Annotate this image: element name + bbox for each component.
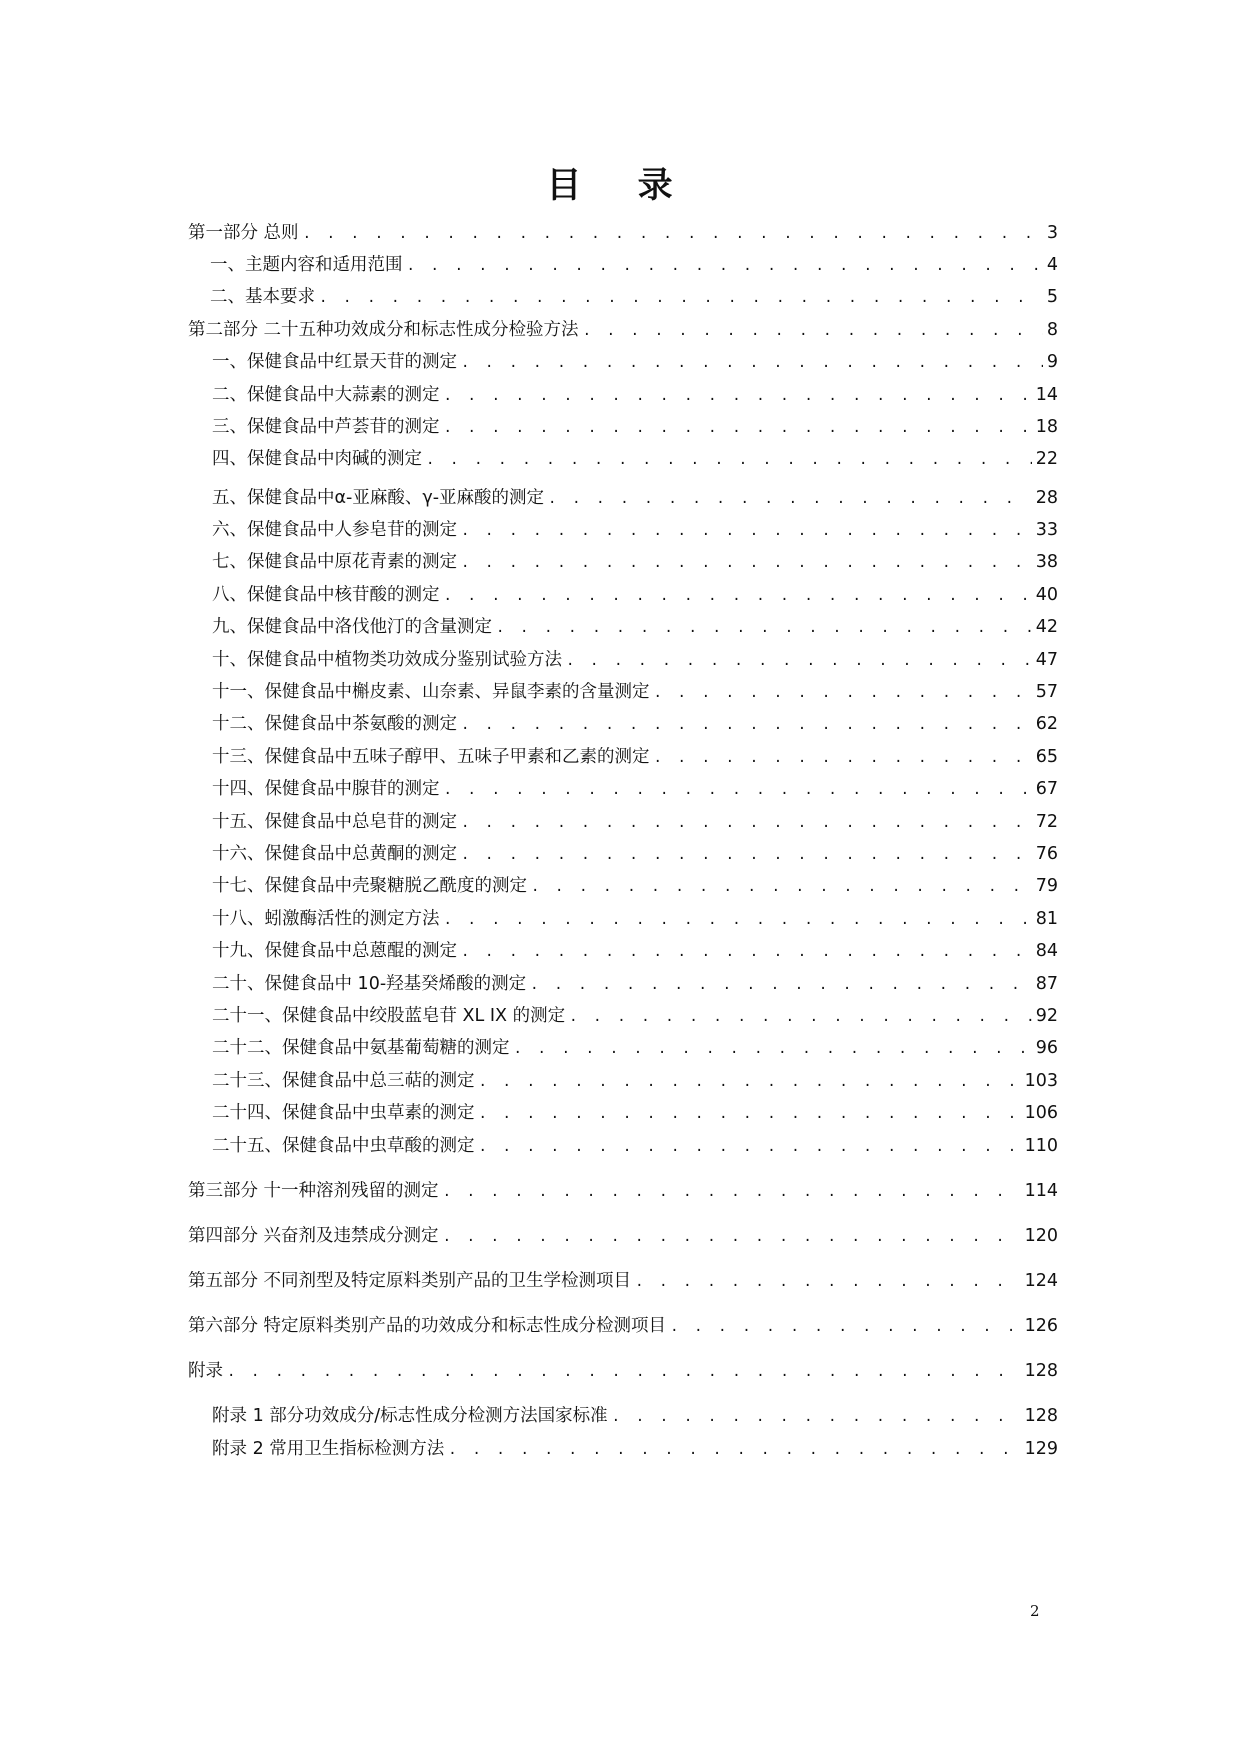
toc-entry-label: 六、保健食品中人参皂苷的测定	[212, 520, 457, 540]
toc-leader	[426, 449, 1032, 471]
toc-entry[interactable]	[212, 681, 1058, 704]
toc-leader	[635, 1271, 1021, 1293]
toc-entry-page: 47	[1035, 650, 1058, 670]
toc-entry[interactable]	[212, 584, 1058, 607]
toc-entry-page: 79	[1035, 876, 1058, 896]
toc-leader	[461, 714, 1032, 736]
toc-entry-label: 附录	[188, 1361, 223, 1381]
toc-leader	[443, 1181, 1021, 1203]
toc-entry-page: 28	[1035, 488, 1058, 508]
toc-entry-page: 114	[1024, 1181, 1058, 1201]
toc-entry-label: 十九、保健食品中总蒽醌的测定	[212, 941, 457, 961]
toc-entry-label: 十八、蚓激酶活性的测定方法	[212, 909, 440, 929]
toc-entry[interactable]	[212, 1135, 1058, 1158]
toc-entry-page: 126	[1024, 1316, 1058, 1336]
toc-entry[interactable]	[212, 351, 1058, 374]
toc-entry-page: 84	[1035, 941, 1058, 961]
toc-leader	[444, 779, 1032, 801]
toc-entry[interactable]	[212, 713, 1058, 736]
toc-entry-label: 附录 1 部分功效成分/标志性成分检测方法国家标准	[212, 1406, 608, 1426]
toc-entry[interactable]	[212, 908, 1058, 931]
toc-entry-label: 一、主题内容和适用范围	[210, 255, 403, 275]
toc-entry-label: 第六部分 特定原料类别产品的功效成分和标志性成分检测项目	[188, 1316, 667, 1336]
toc-leader	[448, 1439, 1020, 1461]
toc-entry[interactable]	[212, 448, 1058, 471]
toc-entry-label: 二十一、保健食品中绞股蓝皂苷 XL IX 的测定	[212, 1006, 566, 1026]
toc-entry[interactable]	[212, 1438, 1058, 1461]
toc-entry-label: 十二、保健食品中茶氨酸的测定	[212, 714, 457, 734]
toc-entry-page: 8	[1046, 320, 1058, 340]
toc-leader	[443, 1226, 1021, 1248]
toc-leader	[407, 255, 1043, 277]
toc-leader	[531, 876, 1032, 898]
toc-entry-label: 附录 2 常用卫生指标检测方法	[212, 1439, 445, 1459]
toc-entry-page: 106	[1024, 1103, 1058, 1123]
toc-entry[interactable]	[212, 811, 1058, 834]
toc-leader	[303, 223, 1043, 245]
toc-entry-label: 十六、保健食品中总黄酮的测定	[212, 844, 457, 864]
toc-entry-page: 33	[1035, 520, 1058, 540]
toc-entry-page: 9	[1046, 352, 1058, 372]
toc-leader	[583, 320, 1043, 342]
toc-entry-page: 42	[1035, 617, 1058, 637]
toc-entry-page: 96	[1035, 1038, 1058, 1058]
toc-entry[interactable]	[212, 616, 1058, 639]
toc-entry-page: 5	[1046, 287, 1058, 307]
toc-entry[interactable]	[212, 1070, 1058, 1093]
toc-leader	[654, 747, 1032, 769]
toc-leader	[319, 287, 1043, 309]
toc-entry-page: 128	[1024, 1361, 1058, 1381]
toc-entry[interactable]	[188, 1315, 1058, 1338]
toc-entry[interactable]	[210, 286, 1058, 309]
toc-leader	[461, 352, 1043, 374]
toc-entry-label: 十、保健食品中植物类功效成分鉴别试验方法	[212, 650, 562, 670]
toc-entry-label: 二十、保健食品中 10-羟基癸烯酸的测定	[212, 974, 527, 994]
toc-entry-label: 二、保健食品中大蒜素的测定	[212, 385, 440, 405]
toc-entry[interactable]	[188, 319, 1058, 342]
toc-entry-label: 第一部分 总则	[188, 223, 299, 243]
toc-leader	[444, 385, 1032, 407]
toc-entry-page: 65	[1035, 747, 1058, 767]
toc-entry[interactable]	[212, 384, 1058, 407]
toc-entry[interactable]	[188, 1360, 1058, 1383]
toc-entry[interactable]	[212, 551, 1058, 574]
toc-leader	[496, 617, 1032, 639]
toc-entry-label: 一、保健食品中红景天苷的测定	[212, 352, 457, 372]
toc-entry[interactable]	[212, 746, 1058, 769]
toc-entry[interactable]	[212, 1405, 1058, 1428]
toc-entry-page: 72	[1035, 812, 1058, 832]
toc-entry-label: 第四部分 兴奋剂及违禁成分测定	[188, 1226, 439, 1246]
toc-entry[interactable]	[188, 1270, 1058, 1293]
toc-leader	[444, 909, 1032, 931]
toc-entry[interactable]	[212, 1037, 1058, 1060]
toc-leader	[479, 1071, 1021, 1093]
toc-leader	[444, 417, 1032, 439]
toc-entry-label: 第三部分 十一种溶剂残留的测定	[188, 1181, 439, 1201]
toc-leader	[461, 844, 1032, 866]
toc-entry-label: 九、保健食品中洛伐他汀的含量测定	[212, 617, 492, 637]
toc-entry-label: 四、保健食品中肉碱的测定	[212, 449, 422, 469]
toc-leader	[566, 650, 1032, 672]
toc-leader	[461, 941, 1032, 963]
toc-leader	[461, 552, 1032, 574]
toc-leader	[569, 1006, 1032, 1028]
toc-entry[interactable]	[188, 222, 1058, 245]
toc-entry[interactable]	[212, 940, 1058, 963]
toc-leader	[461, 520, 1032, 542]
toc-entry[interactable]	[212, 973, 1058, 996]
toc-leader	[530, 974, 1032, 996]
toc-entry-label: 三、保健食品中芦荟苷的测定	[212, 417, 440, 437]
toc-entry-page: 81	[1035, 909, 1058, 929]
toc-entry-page: 14	[1035, 385, 1058, 405]
toc-entry-page: 103	[1024, 1071, 1058, 1091]
toc-entry-page: 40	[1035, 585, 1058, 605]
toc-entry-label: 第二部分 二十五种功效成分和标志性成分检验方法	[188, 320, 579, 340]
toc-leader	[444, 585, 1032, 607]
toc-entry-page: 67	[1035, 779, 1058, 799]
toc-entry-page: 87	[1035, 974, 1058, 994]
toc-entry-page: 38	[1035, 552, 1058, 572]
toc-leader	[514, 1038, 1032, 1060]
toc-entry-page: 92	[1035, 1006, 1058, 1026]
toc-entry-page: 110	[1024, 1136, 1058, 1156]
toc-entry[interactable]	[212, 519, 1058, 542]
toc-entry-label: 五、保健食品中α-亚麻酸、γ-亚麻酸的测定	[212, 488, 545, 508]
toc-leader	[479, 1103, 1021, 1125]
toc-entry-page: 124	[1024, 1271, 1058, 1291]
toc-entry[interactable]	[212, 778, 1058, 801]
toc-entry[interactable]	[210, 254, 1058, 277]
toc-leader	[227, 1361, 1021, 1383]
toc-entry-page: 3	[1046, 223, 1058, 243]
toc-entry-page: 22	[1035, 449, 1058, 469]
toc-entry-label: 八、保健食品中核苷酸的测定	[212, 585, 440, 605]
toc-entry-label: 七、保健食品中原花青素的测定	[212, 552, 457, 572]
toc-entry-page: 120	[1024, 1226, 1058, 1246]
toc-entry-label: 十四、保健食品中腺苷的测定	[212, 779, 440, 799]
toc-entry[interactable]	[212, 843, 1058, 866]
toc-entry[interactable]	[212, 875, 1058, 898]
toc-entry[interactable]	[212, 1102, 1058, 1125]
toc-entry-label: 十三、保健食品中五味子醇甲、五味子甲素和乙素的测定	[212, 747, 650, 767]
toc-entry[interactable]	[188, 1225, 1058, 1248]
toc-leader	[670, 1316, 1021, 1338]
toc-entry[interactable]	[212, 487, 1058, 510]
toc-title: 目 录	[546, 165, 695, 206]
toc-leader	[461, 812, 1032, 834]
toc-entry[interactable]	[212, 649, 1058, 672]
toc-entry-label: 二、基本要求	[210, 287, 315, 307]
toc-leader	[612, 1406, 1021, 1428]
toc-leader	[654, 682, 1032, 704]
toc-entry-page: 62	[1035, 714, 1058, 734]
toc-entry[interactable]	[212, 1005, 1058, 1028]
toc-entry-page: 128	[1024, 1406, 1058, 1426]
toc-entry-page: 129	[1024, 1439, 1058, 1459]
toc-entry-label: 十五、保健食品中总皂苷的测定	[212, 812, 457, 832]
toc-entry-page: 4	[1046, 255, 1058, 275]
page-number: 2	[1030, 1602, 1040, 1620]
toc-entry-label: 二十三、保健食品中总三萜的测定	[212, 1071, 475, 1091]
toc-entry-page: 57	[1035, 682, 1058, 702]
toc-leader	[548, 488, 1032, 510]
toc-entry-page: 76	[1035, 844, 1058, 864]
toc-entry-page: 18	[1035, 417, 1058, 437]
toc-entry-label: 十七、保健食品中壳聚糖脱乙酰度的测定	[212, 876, 527, 896]
toc-entry[interactable]	[212, 416, 1058, 439]
toc-entry-label: 二十五、保健食品中虫草酸的测定	[212, 1136, 475, 1156]
toc-entry-label: 十一、保健食品中槲皮素、山奈素、异鼠李素的含量测定	[212, 682, 650, 702]
toc-entry[interactable]	[188, 1180, 1058, 1203]
toc-entry-label: 二十四、保健食品中虫草素的测定	[212, 1103, 475, 1123]
toc-leader	[479, 1136, 1021, 1158]
toc-entry-label: 第五部分 不同剂型及特定原料类别产品的卫生学检测项目	[188, 1271, 632, 1291]
toc-entry-label: 二十二、保健食品中氨基葡萄糖的测定	[212, 1038, 510, 1058]
